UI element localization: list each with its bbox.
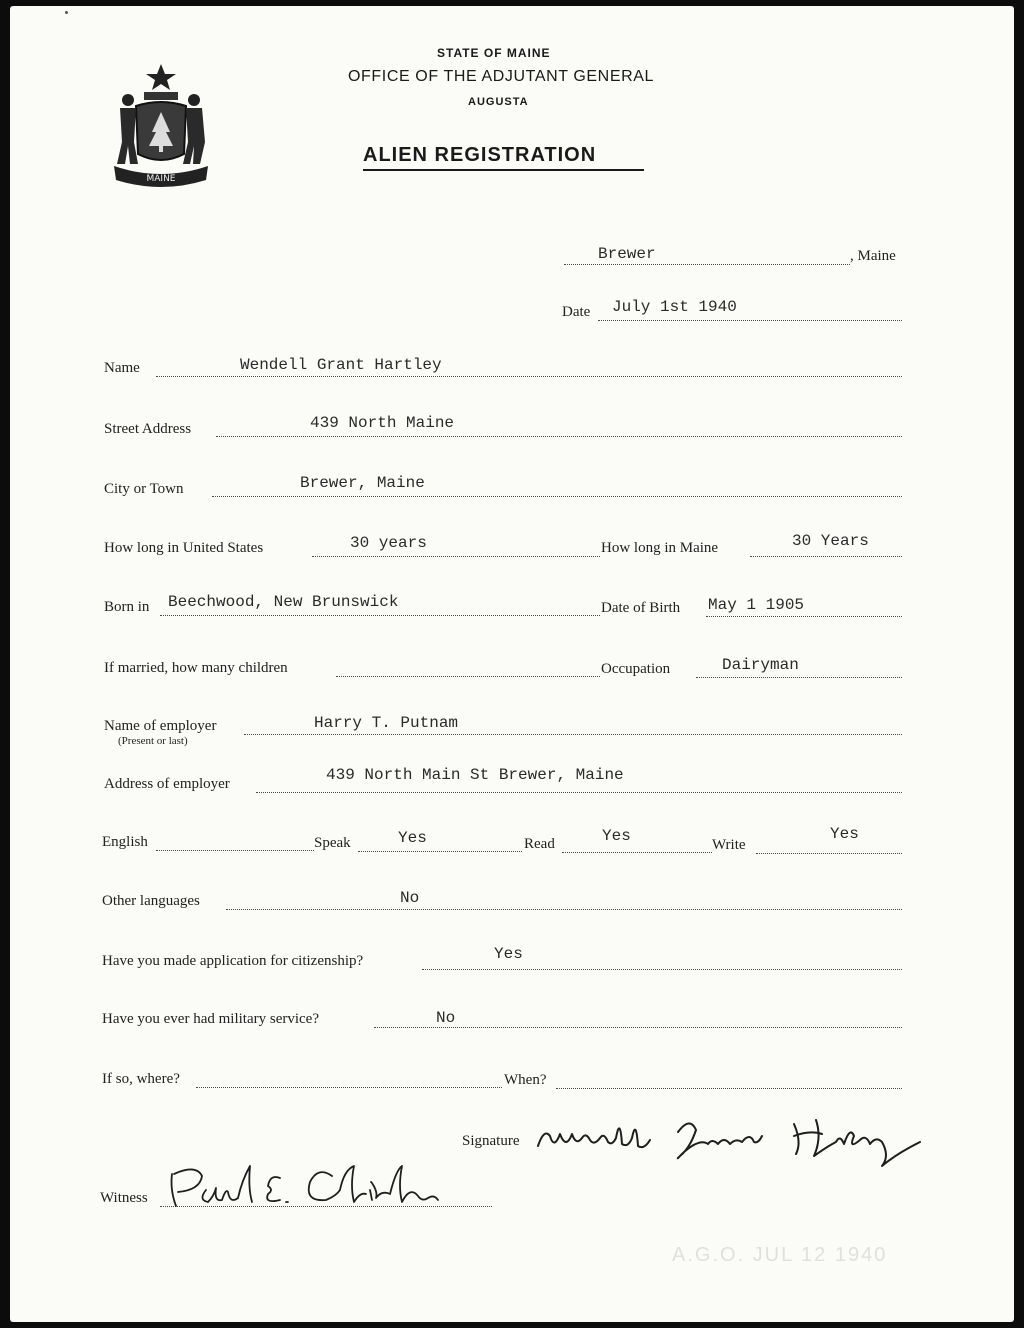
english-label: English bbox=[102, 834, 148, 850]
read-label: Read bbox=[524, 836, 555, 852]
header-state: STATE OF MAINE bbox=[437, 46, 551, 60]
dob-label: Date of Birth bbox=[601, 600, 681, 616]
military-label: Have you ever had military service? bbox=[102, 1011, 319, 1027]
seal-motto: MAINE bbox=[146, 174, 176, 184]
born-in-label: Born in bbox=[104, 599, 150, 615]
read-value: Yes bbox=[602, 827, 631, 845]
write-label: Write bbox=[712, 837, 746, 853]
military-value: No bbox=[436, 1009, 456, 1027]
us-duration-label: How long in United States bbox=[104, 540, 264, 556]
city-label: City or Town bbox=[104, 481, 184, 497]
write-value: Yes bbox=[830, 825, 859, 843]
name-value: Wendell Grant Hartley bbox=[240, 356, 442, 374]
speak-value: Yes bbox=[398, 829, 427, 847]
witness-handwriting bbox=[10, 6, 1014, 1322]
maine-duration-label: How long in Maine bbox=[601, 540, 719, 556]
when-label: When? bbox=[504, 1072, 547, 1088]
employer-address-label: Address of employer bbox=[104, 776, 230, 792]
date-label: Date bbox=[562, 304, 591, 320]
location-value: Brewer bbox=[598, 245, 656, 263]
city-value: Brewer, Maine bbox=[300, 474, 425, 492]
born-in-value: Beechwood, New Brunswick bbox=[168, 593, 399, 611]
other-languages-value: No bbox=[400, 889, 420, 907]
occupation-label: Occupation bbox=[601, 661, 671, 677]
form-title: ALIEN REGISTRATION bbox=[363, 144, 597, 166]
witness-label: Witness bbox=[100, 1190, 148, 1206]
location-suffix: , Maine bbox=[850, 248, 896, 264]
employer-label: Name of employer bbox=[104, 718, 217, 734]
header-city: AUGUSTA bbox=[468, 96, 529, 108]
children-label: If married, how many children bbox=[104, 660, 288, 676]
citizenship-value: Yes bbox=[494, 945, 523, 963]
other-languages-label: Other languages bbox=[102, 893, 200, 909]
employer-address-value: 439 North Main St Brewer, Maine bbox=[326, 766, 624, 784]
citizenship-label: Have you made application for citizenship? bbox=[102, 953, 364, 969]
employer-value: Harry T. Putnam bbox=[314, 714, 459, 732]
occupation-value: Dairyman bbox=[722, 656, 799, 674]
signature-label: Signature bbox=[462, 1133, 520, 1149]
dob-value: May 1 1905 bbox=[708, 596, 805, 614]
street-label: Street Address bbox=[104, 421, 192, 437]
registration-form bbox=[10, 6, 1014, 1322]
maine-duration-value: 30 Years bbox=[792, 532, 869, 550]
received-stamp: A.G.O. JUL 12 1940 bbox=[672, 1244, 888, 1266]
speak-label: Speak bbox=[314, 835, 351, 851]
us-duration-value: 30 years bbox=[350, 534, 427, 552]
name-label: Name bbox=[104, 360, 140, 376]
employer-note: (Present or last) bbox=[118, 735, 188, 747]
header-office: OFFICE OF THE ADJUTANT GENERAL bbox=[348, 68, 655, 85]
date-value: July 1st 1940 bbox=[612, 298, 737, 316]
street-value: 439 North Maine bbox=[310, 414, 455, 432]
where-label: If so, where? bbox=[102, 1071, 180, 1087]
